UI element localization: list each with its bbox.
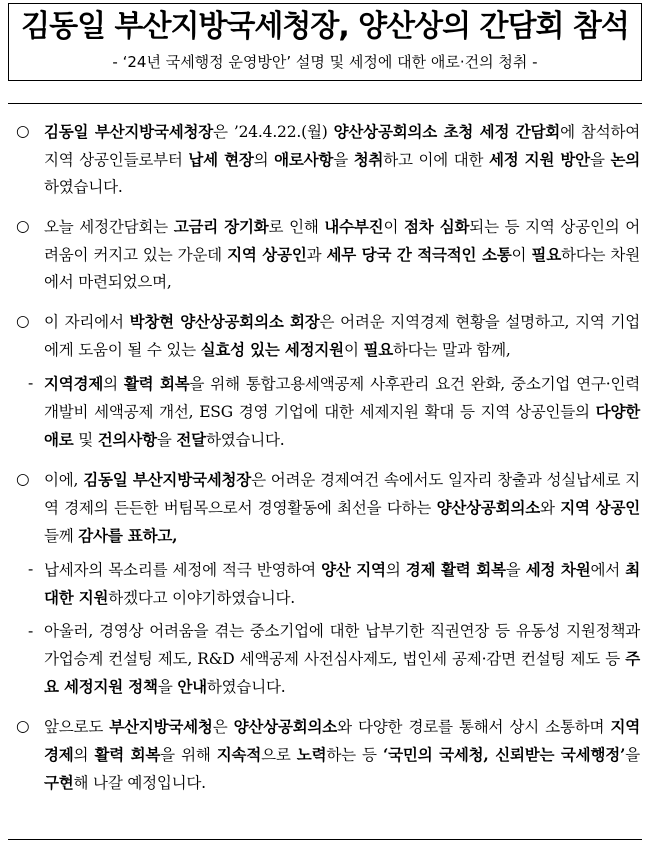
body-text: 이에, — [44, 471, 84, 489]
emphasis-text: 필요 — [363, 340, 394, 359]
body-text: 을 — [156, 431, 177, 449]
emphasis-text: 노력 — [296, 745, 327, 764]
body-text: 되는 등 지역 상공인의 어려움이 커지고 있는 가운데 — [44, 218, 641, 264]
emphasis-text: 애로사항 — [274, 150, 334, 169]
body-text: 을 — [333, 151, 354, 169]
body-text: 을 위해 — [160, 746, 217, 764]
paragraph — [14, 308, 640, 364]
emphasis-text: 안내 — [177, 677, 207, 696]
emphasis-text: 부산지방국세청 — [109, 717, 213, 736]
emphasis-text: 양산상공회의소 초청 세정 간담회 — [333, 122, 561, 141]
body-text: 으로 — [261, 746, 297, 764]
body-text: 의 — [253, 151, 275, 169]
body-text: 은 어려운 지역경제 현황을 설명하고, 지역 기업에게 도움이 될 수 있는 — [44, 313, 641, 359]
body-text: 및 — [73, 431, 98, 449]
emphasis-text: 최대한 지원 — [44, 560, 640, 607]
emphasis-text: 감사를 표하고, — [78, 526, 178, 545]
circle-bullet-marker: ○ — [16, 122, 30, 140]
paragraph — [14, 213, 640, 296]
emphasis-text: 내수부진 — [324, 217, 384, 236]
body-text: 을 위해 통합고용세액공제 사후관리 요건 완화, 중소기업 연구·인력개발비 세액공제 개선, ESG 경영 기업에 대한 세제지원 확대 등 지역 상공인들의 — [44, 375, 640, 421]
emphasis-text: 양산상공회의소 — [233, 717, 338, 736]
body-text: 의 — [385, 561, 406, 579]
circle-bullet-marker: ○ — [16, 217, 30, 235]
body-text: 은 — [212, 718, 234, 736]
emphasis-text: 활력 회복 — [94, 745, 161, 764]
body-text: 아울러, 경영상 어려움을 겪는 중소기업에 대한 납부기한 직권연장 등 유동성 지원정책과 가업승계 컨설팅 제도, R&D 세액공제 사전심사제도, 법인세 공제·감면 컨설팅 제도 등 — [44, 622, 640, 668]
body-text: 이 자리에서 — [44, 313, 130, 331]
body-text: 은 ’24.4.22.(월) — [213, 123, 334, 141]
emphasis-text: 납세 현장 — [188, 150, 254, 169]
body-text: 들께 — [44, 527, 79, 545]
page-title: 김동일 부산지방국세청장, 양산상의 간담회 참석 — [21, 9, 629, 44]
sub-paragraph — [14, 370, 640, 454]
emphasis-text: 청취 — [353, 150, 384, 169]
body-text: 로 인해 — [268, 218, 325, 236]
circle-bullet-marker: ○ — [16, 312, 30, 330]
bottom-divider — [8, 839, 642, 840]
body-text: 하였습니다. — [205, 431, 285, 449]
dash-marker: - — [28, 622, 34, 640]
emphasis-text: 필요 — [531, 245, 561, 264]
body-text: 을 — [157, 678, 178, 696]
body-text: 을 — [505, 561, 526, 579]
emphasis-text: 양산 지역 — [321, 560, 386, 579]
sub-paragraph — [14, 618, 640, 701]
circle-bullet-marker: ○ — [16, 470, 30, 488]
emphasis-text: 논의 — [610, 150, 640, 169]
emphasis-text: 양산상공회의소 — [436, 498, 540, 517]
body-text: 이 — [383, 218, 404, 236]
body-text: 하다는 차원에서 마련되었으며, — [44, 246, 640, 291]
press-release-body — [14, 118, 640, 797]
emphasis-text: 경제 활력 회복 — [405, 560, 506, 579]
body-text: 을 — [625, 746, 640, 764]
emphasis-text: 전달 — [176, 430, 206, 449]
emphasis-text: ‘국민의 국세청, 신뢰받는 국세행정’ — [382, 745, 626, 764]
body-text: 해 나갈 예정입니다. — [73, 774, 206, 792]
dash-marker: - — [28, 560, 34, 578]
emphasis-text: 실효성 있는 세정지원 — [200, 340, 344, 359]
body-text: 의 — [103, 375, 124, 393]
emphasis-text: 고금리 장기화 — [173, 217, 269, 236]
body-text: 이 — [511, 246, 532, 264]
emphasis-text: 세정 차원 — [525, 560, 591, 579]
body-text: 에서 — [590, 561, 626, 579]
emphasis-text: 지역 경제 — [44, 717, 640, 764]
body-text: 에 참석하여 지역 상공인들로부터 — [44, 123, 641, 169]
emphasis-text: 점차 심화 — [403, 217, 470, 236]
dash-marker: - — [28, 374, 34, 392]
emphasis-text: 지역 상공인 — [560, 498, 640, 517]
top-divider — [8, 103, 642, 104]
emphasis-text: 다양한 애로 — [44, 402, 640, 449]
emphasis-text: 구현 — [44, 773, 74, 792]
body-text: 이 — [343, 341, 364, 359]
emphasis-text: 지역경제 — [44, 374, 104, 393]
body-text: 하였습니다. — [206, 678, 286, 696]
emphasis-text: 세정 지원 방안 — [488, 150, 590, 169]
body-text: 납세자의 목소리를 세정에 적극 반영하여 — [44, 561, 322, 579]
body-text: 의 — [73, 746, 95, 764]
body-text: 하겠다고 이야기하였습니다. — [108, 589, 296, 607]
title-box — [8, 3, 642, 81]
body-text: 앞으로도 — [44, 718, 110, 736]
emphasis-text: 박창현 양산상공회의소 회장 — [129, 312, 320, 331]
body-text: 과 — [306, 246, 327, 264]
emphasis-text: 세무 당국 간 적극적인 소통 — [326, 245, 512, 264]
emphasis-text: 김동일 부산지방국세청장 — [83, 470, 252, 489]
paragraph — [14, 713, 640, 797]
emphasis-text: 김동일 부산지방국세청장 — [44, 122, 214, 141]
paragraph — [14, 466, 640, 550]
body-text: 와 — [540, 499, 561, 517]
sub-paragraph — [14, 556, 640, 612]
paragraph — [14, 118, 640, 201]
page-subtitle: - ‘24년 국세행정 운영방안’ 설명 및 세정에 대한 애로·건의 청취 - — [112, 53, 538, 71]
emphasis-text: 건의사항 — [97, 430, 157, 449]
body-text: 은 어려운 경제여건 속에서도 일자리 창출과 성실납세로 지역 경제의 든든한 버팀목으로서 경영활동에 최선을 다하는 — [44, 471, 640, 517]
body-text: 오늘 세정간담회는 — [44, 218, 174, 236]
emphasis-text: 지속적 — [216, 745, 262, 764]
emphasis-text: 활력 회복 — [123, 374, 190, 393]
body-text: 하는 등 — [326, 746, 383, 764]
emphasis-text: 지역 상공인 — [227, 245, 307, 264]
body-text: 와 다양한 경로를 통해서 상시 소통하며 — [337, 718, 611, 736]
body-text: 하고 이에 대한 — [383, 151, 489, 169]
circle-bullet-marker: ○ — [16, 717, 30, 735]
body-text: 하다는 말과 함께, — [393, 341, 511, 359]
emphasis-text: 주요 세정지원 정책 — [44, 649, 640, 696]
body-text: 하였습니다. — [44, 178, 123, 196]
body-text: 을 — [589, 151, 611, 169]
